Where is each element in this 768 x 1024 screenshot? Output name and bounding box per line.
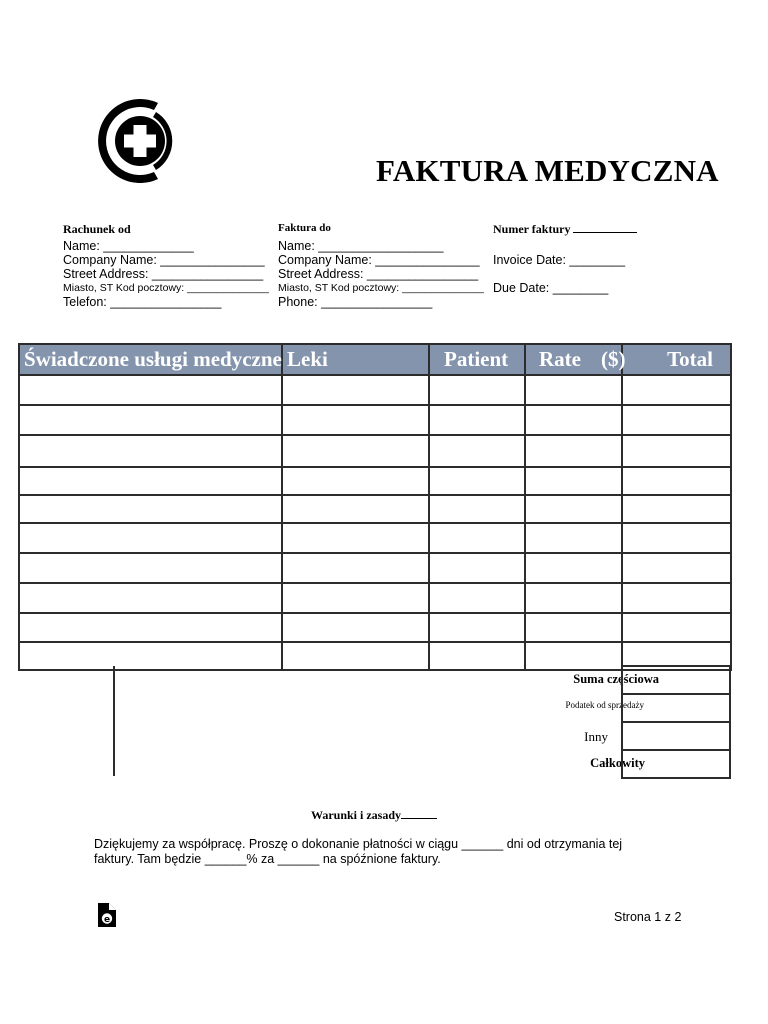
table-cell[interactable] — [622, 613, 731, 642]
bill-from-city-field[interactable]: Miasto, ST Kod pocztowy: ______________ — [63, 282, 269, 294]
table-row — [19, 435, 731, 467]
table-cell[interactable] — [622, 523, 731, 553]
table-cell[interactable] — [525, 495, 622, 523]
table-cell[interactable] — [525, 467, 622, 495]
table-cell[interactable] — [282, 495, 429, 523]
table-cell[interactable] — [525, 613, 622, 642]
table-cell[interactable] — [19, 495, 282, 523]
page-number: Strona 1 z 2 — [614, 910, 682, 924]
total-value-field[interactable] — [621, 749, 731, 779]
table-cell[interactable] — [622, 405, 731, 435]
terms-title: Warunki i zasady — [311, 808, 437, 823]
bill-to-city-field[interactable]: Miasto, ST Kod pocztowy: ______________ — [278, 282, 484, 294]
due-date-field[interactable]: Due Date: ________ — [493, 281, 609, 295]
bill-from-name-field[interactable]: Name: _____________ — [63, 239, 194, 253]
table-cell[interactable] — [525, 523, 622, 553]
table-cell[interactable] — [525, 375, 622, 405]
table-cell[interactable] — [282, 642, 429, 670]
table-cell[interactable] — [622, 375, 731, 405]
table-cell[interactable] — [525, 583, 622, 613]
table-cell[interactable] — [429, 495, 525, 523]
table-cell[interactable] — [525, 642, 622, 670]
table-cell[interactable] — [429, 375, 525, 405]
table-cell[interactable] — [282, 435, 429, 467]
table-row — [19, 405, 731, 435]
table-cell[interactable] — [429, 642, 525, 670]
bill-from-heading: Rachunek od — [63, 222, 131, 236]
bill-to-heading: Faktura do — [278, 222, 331, 234]
header-rate: Rate ($) — [525, 344, 622, 375]
table-cell[interactable] — [282, 467, 429, 495]
bill-from-company-field[interactable]: Company Name: _______________ — [63, 253, 265, 267]
table-cell[interactable] — [525, 435, 622, 467]
table-cell[interactable] — [622, 553, 731, 583]
table-cell[interactable] — [282, 375, 429, 405]
table-cell[interactable] — [19, 467, 282, 495]
table-cell[interactable] — [525, 405, 622, 435]
table-row — [19, 467, 731, 495]
total-label: Całkowity — [590, 756, 645, 770]
header-total: Total — [622, 344, 731, 375]
table-cell[interactable] — [19, 553, 282, 583]
table-cell[interactable] — [19, 435, 282, 467]
table-cell[interactable] — [429, 435, 525, 467]
invoice-number-label: Numer faktury — [493, 222, 571, 236]
subtotal-value-field[interactable] — [621, 665, 731, 695]
table-cell[interactable] — [622, 435, 731, 467]
medical-cross-logo-icon — [95, 95, 185, 187]
table-cell[interactable] — [622, 467, 731, 495]
table-cell[interactable] — [282, 553, 429, 583]
table-header-row — [19, 344, 731, 375]
table-cell[interactable] — [429, 553, 525, 583]
header-services: Świadczone usługi medyczne — [19, 344, 282, 375]
table-cell[interactable] — [282, 523, 429, 553]
bill-to-address-field[interactable]: Street Address: ________________ — [278, 267, 479, 281]
table-cell[interactable] — [282, 583, 429, 613]
svg-text:e: e — [103, 915, 111, 925]
invoice-number-field[interactable] — [493, 222, 637, 237]
table-cell[interactable] — [429, 583, 525, 613]
table-cell[interactable] — [429, 467, 525, 495]
totals-divider — [113, 666, 115, 776]
invoice-title: FAKTURA MEDYCZNA — [376, 153, 719, 188]
table-cell[interactable] — [282, 613, 429, 642]
header-patient: Patient — [429, 344, 525, 375]
table-cell[interactable] — [429, 613, 525, 642]
table-row — [19, 523, 731, 553]
header-medicines: Leki — [282, 344, 429, 375]
other-label: Inny — [584, 729, 608, 744]
table-cell[interactable] — [19, 583, 282, 613]
table-cell[interactable] — [19, 375, 282, 405]
table-row — [19, 495, 731, 523]
table-cell[interactable] — [19, 613, 282, 642]
table-cell[interactable] — [19, 523, 282, 553]
terms-text: Dziękujemy za współpracę. Proszę o dokonanie płatności w ciągu ______ dni od otrzymania tej faktury. Tam będzie ______% za ______ na spóźnione faktury. — [94, 837, 623, 866]
bill-from-phone-field[interactable]: Telefon: ________________ — [63, 295, 222, 309]
table-cell[interactable] — [429, 405, 525, 435]
table-row — [19, 613, 731, 642]
table-row — [19, 375, 731, 405]
table-cell[interactable] — [622, 583, 731, 613]
subtotal-label: Suma częściowa — [573, 672, 659, 686]
table-cell[interactable] — [19, 642, 282, 670]
invoice-date-field[interactable]: Invoice Date: ________ — [493, 253, 626, 267]
table-row — [19, 583, 731, 613]
sales-tax-value-field[interactable] — [621, 693, 731, 723]
bill-to-name-field[interactable]: Name: __________________ — [278, 239, 444, 253]
bill-to-company-field[interactable]: Company Name: _______________ — [278, 253, 480, 267]
items-table — [18, 343, 732, 671]
bill-from-address-field[interactable]: Street Address: ________________ — [63, 267, 264, 281]
sales-tax-label: Podatek od sprzedaży — [565, 700, 644, 710]
table-cell[interactable] — [622, 495, 731, 523]
document-e-icon — [98, 903, 116, 927]
bill-to-phone-field[interactable]: Phone: ________________ — [278, 295, 433, 309]
table-cell[interactable] — [19, 405, 282, 435]
other-value-field[interactable] — [621, 721, 731, 751]
table-cell[interactable] — [282, 405, 429, 435]
table-row — [19, 553, 731, 583]
table-cell[interactable] — [429, 523, 525, 553]
table-cell[interactable] — [525, 553, 622, 583]
